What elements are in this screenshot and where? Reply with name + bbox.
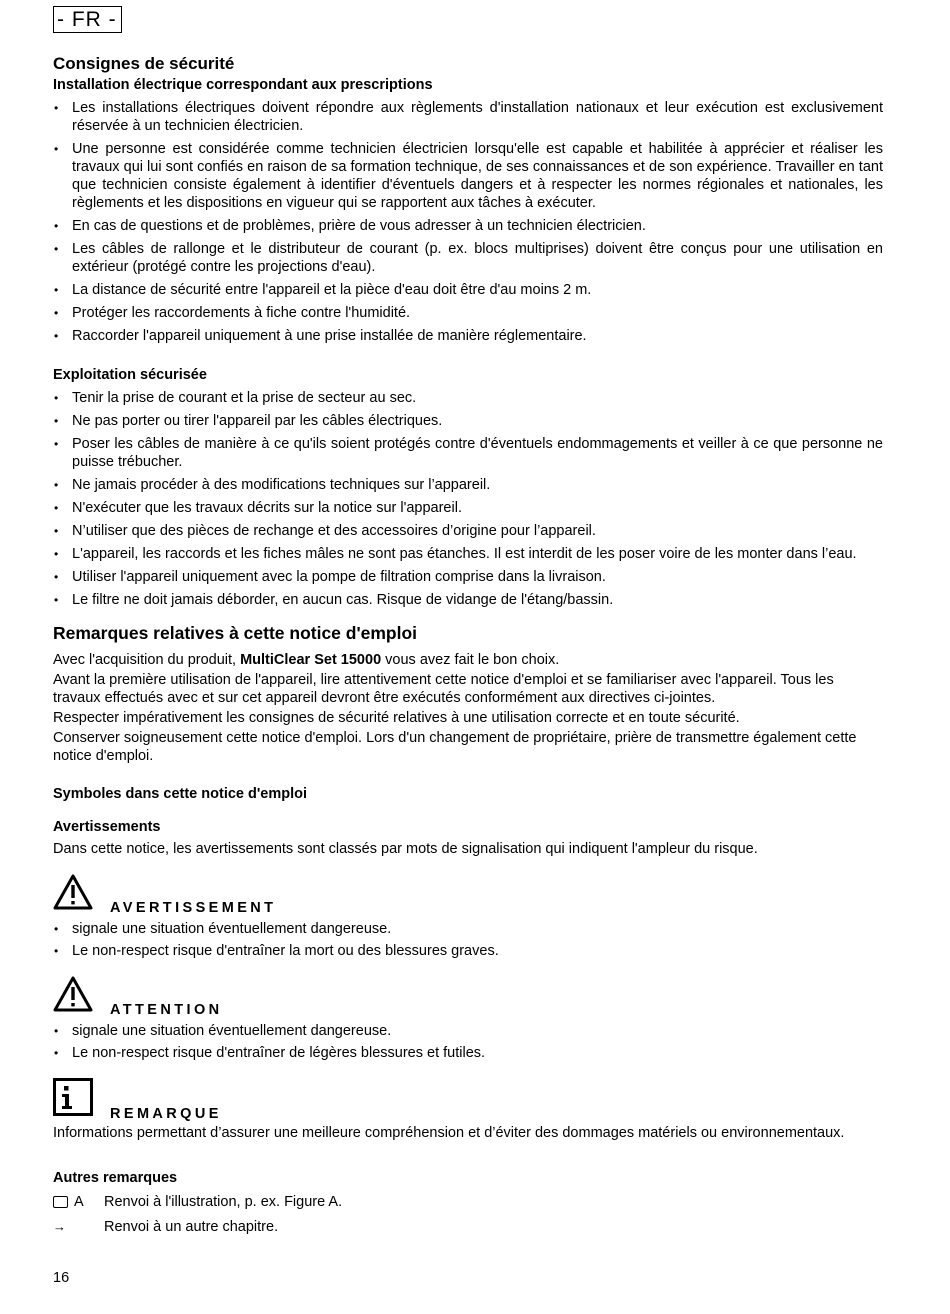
warning-triangle-icon <box>53 874 93 910</box>
info-icon <box>53 1078 93 1116</box>
list-item: • Ne pas porter ou tirer l'appareil par les câbles électriques. <box>53 412 883 430</box>
list-item: • N’utiliser que des pièces de rechange et des accessoires d’origine pour l’appareil. <box>53 522 883 540</box>
figure-reference-text: Renvoi à l'illustration, p. ex. Figure A. <box>104 1194 343 1210</box>
warning-header <box>53 874 883 916</box>
chapter-reference <box>53 1218 883 1236</box>
remark-header <box>53 1078 883 1122</box>
remark-text: Informations permettant d’assurer une meilleure compréhension et d’éviter des dommages matériels ou environnementaux. <box>53 1125 845 1141</box>
paragraph: Avant la première utilisation de l'appareil, lire attentivement cette notice d'emploi et se familiariser avec l'appareil. Tous les travaux effectués avec et sur cet appareil devront être exécutés conformément aux directives ci-jointes. <box>53 672 834 706</box>
list-item: • Ne jamais procéder à des modifications techniques sur l’appareil. <box>53 476 883 494</box>
warning-triangle-icon <box>53 976 93 1012</box>
warnings-title: Avertissements <box>53 819 161 835</box>
list-item: • Le non-respect risque d'entraîner la mort ou des blessures graves. <box>53 942 883 960</box>
paragraph: Conserver soigneusement cette notice d'emploi. Lors d'un changement de propriétaire, prière de transmettre également cette notice d'emploi. <box>53 730 857 764</box>
arrow-symbol <box>53 1218 104 1236</box>
list-item: • Le filtre ne doit jamais déborder, en aucun cas. Risque de vidange de l'étang/bassin. <box>53 591 883 609</box>
list-item: • signale une situation éventuellement dangereuse. <box>53 1022 883 1040</box>
warning-list <box>53 920 883 960</box>
list-item: • Protéger les raccordements à fiche contre l'humidité. <box>53 304 883 322</box>
electrical-list <box>53 99 883 345</box>
symbols-title: Symboles dans cette notice d'emploi <box>53 786 308 802</box>
warning-word: AVERTISSEMENT <box>110 900 277 916</box>
list-item: • Utiliser l'appareil uniquement avec la pompe de filtration comprise dans la livraison. <box>53 568 883 586</box>
electrical-title: Installation électrique correspondant aux prescriptions <box>53 77 433 93</box>
safety-title: Consignes de sécurité <box>53 54 235 73</box>
list-item: • Le non-respect risque d'entraîner de légères blessures et futiles. <box>53 1044 883 1062</box>
other-title: Autres remarques <box>53 1170 178 1186</box>
list-item: • signale une situation éventuellement dangereuse. <box>53 920 883 938</box>
language-tag: - FR - <box>53 6 122 33</box>
list-item: • Une personne est considérée comme technicien électricien lorsqu'elle est capable et habilitée à apprécier et réaliser les travaux qui lui sont confiés en raison de sa formation technique, de ses connaissances et de son expérience. Travailler en tant que technicien consiste également à identifier d'éventuels dangers et à respecter les normes régionales et nationales, les règlements et les dispositions en vigueur qui se rapportent aux tâches à exécuter. <box>53 140 883 212</box>
operation-list <box>53 389 883 609</box>
list-item: • La distance de sécurité entre l'appareil et la pièce d'eau doit être d'au moins 2 m. <box>53 281 883 299</box>
page-number: 16 <box>53 1270 70 1286</box>
intro-text: Avec l'acquisition du produit, <box>53 652 241 668</box>
arrow-right-icon: → <box>53 1219 66 1234</box>
figure-box-icon <box>53 1196 68 1208</box>
list-item: • Raccorder l'appareil uniquement à une prise installée de manière réglementaire. <box>53 327 883 345</box>
list-item: • Tenir la prise de courant et la prise de secteur au sec. <box>53 389 883 407</box>
attention-list <box>53 1022 883 1062</box>
figure-letter: A <box>74 1194 84 1210</box>
list-item: • En cas de questions et de problèmes, prière de vous adresser à un technicien électricien. <box>53 217 883 235</box>
attention-header <box>53 976 883 1018</box>
paragraph: Respecter impérativement les consignes de sécurité relatives à une utilisation correcte et en toute sécurité. <box>53 710 740 726</box>
figure-reference <box>53 1193 883 1211</box>
intro-text-end: vous avez fait le bon choix. <box>381 652 560 668</box>
list-item: • Les câbles de rallonge et le distributeur de courant (p. ex. blocs multiprises) doivent être conçus pour une utilisation en extérieur (protégé contre les projections d'eau). <box>53 240 883 276</box>
remark-word: REMARQUE <box>110 1106 222 1122</box>
list-item: • Les installations électriques doivent répondre aux règlements d'installation nationaux et leur exécution est exclusivement réservée à un technicien électricien. <box>53 99 883 135</box>
page <box>53 6 883 1236</box>
list-item: • N'exécuter que les travaux décrits sur la notice sur l'appareil. <box>53 499 883 517</box>
notes-title: Remarques relatives à cette notice d'emploi <box>53 623 418 643</box>
figure-symbol <box>53 1193 104 1211</box>
chapter-reference-text: Renvoi à un autre chapitre. <box>104 1219 279 1235</box>
warnings-intro: Dans cette notice, les avertissements sont classés par mots de signalisation qui indiquent l'ampleur du risque. <box>53 841 758 857</box>
list-item: • Poser les câbles de manière à ce qu'ils soient protégés contre d'éventuels endommagements et veiller à ce que personne ne puisse trébucher. <box>53 435 883 471</box>
product-name: MultiClear Set 15000 <box>240 652 382 668</box>
list-item: • L'appareil, les raccords et les fiches mâles ne sont pas étanches. Il est interdit de les poser voire de les monter dans l’eau. <box>53 545 883 563</box>
attention-word: ATTENTION <box>110 1002 223 1018</box>
operation-title: Exploitation sécurisée <box>53 367 207 383</box>
intro-paragraph <box>53 651 883 669</box>
